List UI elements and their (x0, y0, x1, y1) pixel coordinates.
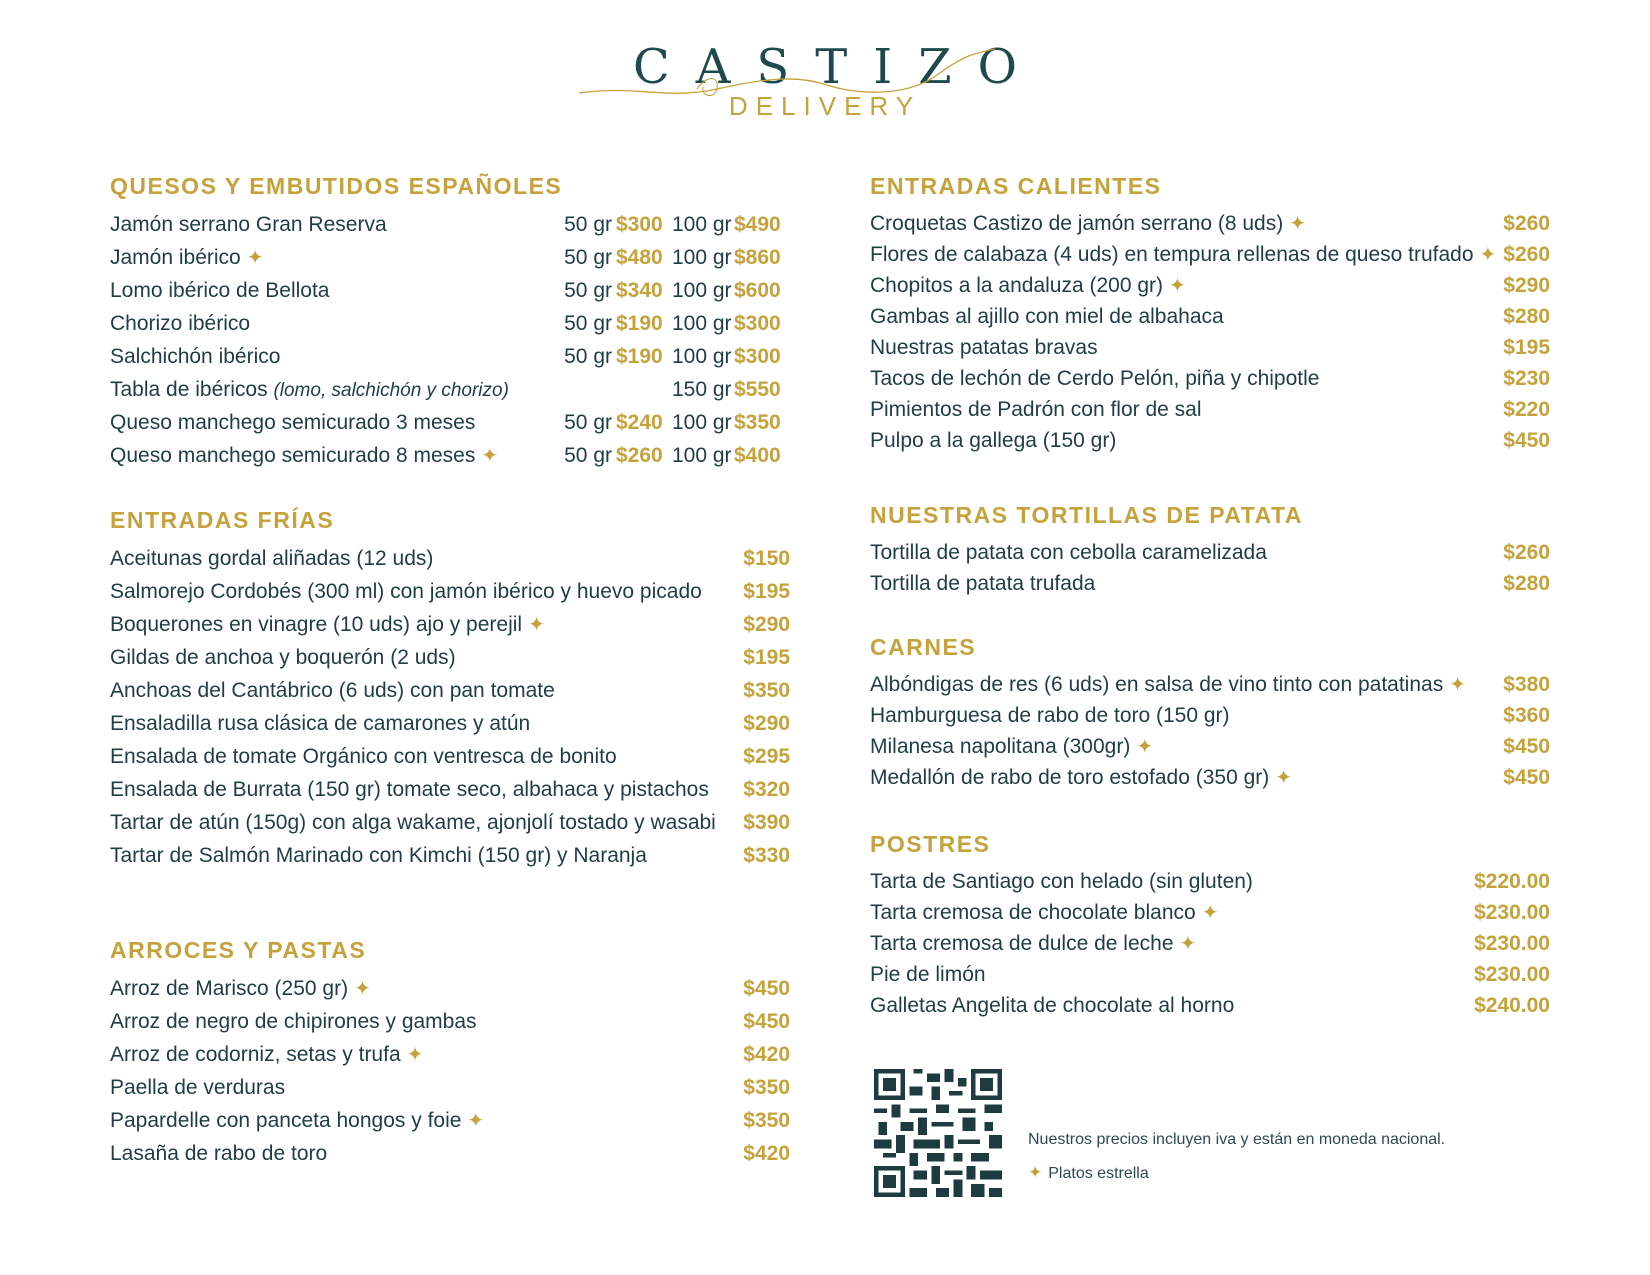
price-small: $240 (616, 410, 663, 434)
star-icon: ✦ (1136, 736, 1154, 758)
item-name-text: Tacos de lechón de Cerdo Pelón, piña y chipotle (870, 366, 1320, 390)
menu-item (110, 972, 790, 1005)
item-price: $230.00 (1474, 931, 1550, 955)
price-large: $400 (734, 443, 781, 467)
item-name (110, 345, 554, 369)
item-name (870, 541, 1503, 565)
section-title: QUESOS Y EMBUTIDOS ESPAÑOLES (110, 173, 563, 199)
item-price: $420 (743, 1042, 790, 1066)
item-name (870, 211, 1503, 236)
menu-item (870, 928, 1550, 959)
menu-item (110, 740, 790, 773)
item-name (110, 1142, 743, 1166)
item-price: $195 (1503, 335, 1550, 359)
item-note: (lomo, salchichón y chorizo) (273, 379, 509, 401)
price-large: $350 (734, 410, 781, 434)
item-name-text: Croquetas Castizo de jamón serrano (8 uds) (870, 212, 1284, 235)
item-name-text: Pie de limón (870, 962, 986, 986)
section-carnes (870, 634, 1550, 793)
menu-item (870, 425, 1550, 456)
menu-item (870, 537, 1550, 568)
item-price: $420 (743, 1141, 790, 1165)
item-price: $290 (743, 612, 790, 636)
menu-item (110, 406, 790, 439)
frias-list (110, 542, 790, 872)
item-name-text: Ensalada de tomate Orgánico con ventresca de bonito (110, 744, 617, 768)
item-name-text: Milanesa napolitana (300gr) (870, 735, 1131, 758)
item-price: $260 (1503, 242, 1550, 266)
item-name (870, 704, 1503, 728)
section-title: ARROCES Y PASTAS (110, 937, 367, 963)
item-name-text: Chorizo ibérico (110, 311, 251, 335)
postres-list (870, 866, 1550, 1021)
section-arroces (110, 937, 790, 1170)
item-price: $280 (1503, 304, 1550, 328)
item-name (110, 1108, 743, 1133)
menu-item (870, 394, 1550, 425)
qr-code-icon (874, 1068, 1002, 1198)
star-icon: ✦ (1275, 767, 1293, 789)
item-name (110, 1076, 743, 1100)
menu-item (870, 990, 1550, 1021)
item-name-text: Hamburguesa de rabo de toro (150 gr) (870, 703, 1230, 727)
item-price: $260 (1503, 211, 1550, 235)
item-name (870, 367, 1503, 391)
item-name (110, 1042, 743, 1067)
menu-item (110, 439, 790, 472)
menu-item (110, 1038, 790, 1071)
menu-item (110, 839, 790, 872)
item-name (110, 245, 554, 270)
item-name-text: Tabla de ibéricos (110, 377, 268, 401)
item-price: $380 (1503, 672, 1550, 696)
menu-item (110, 373, 790, 406)
item-name-text: Arroz de Marisco (250 gr) (110, 977, 349, 1000)
menu-item (110, 274, 790, 307)
menu-item (870, 700, 1550, 731)
item-sizes (554, 279, 790, 303)
item-name (110, 580, 743, 604)
menu-item (110, 608, 790, 641)
item-name (870, 305, 1503, 329)
menu-item (110, 1137, 790, 1170)
item-name-text: Tarta cremosa de dulce de leche (870, 932, 1174, 955)
size-small: 50 gr (564, 278, 612, 302)
item-price: $230.00 (1474, 900, 1550, 924)
item-sizes (554, 312, 790, 336)
logo-swirl-icon (577, 45, 997, 105)
item-name (110, 279, 554, 303)
item-name-text: Galletas Angelita de chocolate al horno (870, 993, 1235, 1017)
item-name (110, 1010, 743, 1034)
item-name (110, 547, 743, 571)
size-large: 100 gr (672, 443, 732, 467)
menu-item (110, 641, 790, 674)
item-price: $230 (1503, 366, 1550, 390)
size-small: 50 gr (564, 212, 612, 236)
item-price: $150 (743, 546, 790, 570)
section-postres (870, 831, 1550, 1021)
item-price: $360 (1503, 703, 1550, 727)
quesos-list (110, 208, 790, 472)
item-name (110, 811, 743, 835)
item-name-text: Gambas al ajillo con miel de albahaca (870, 304, 1224, 328)
item-name (870, 273, 1503, 298)
menu-item (870, 866, 1550, 897)
price-large: $300 (734, 311, 781, 335)
star-icon: ✦ (528, 614, 545, 636)
item-name (110, 378, 554, 402)
item-name (870, 572, 1503, 596)
star-icon: ✦ (406, 1044, 424, 1066)
menu-item (870, 669, 1550, 700)
brand-logo: CASTIZO (607, 40, 1043, 95)
item-name (870, 900, 1474, 925)
price-large: $600 (734, 278, 781, 302)
item-name-text: Ensalada de Burrata (150 gr) tomate seco, albahaca y pistachos (110, 777, 709, 801)
item-name (870, 336, 1503, 360)
item-sizes (554, 213, 790, 237)
star-icon: ✦ (481, 445, 499, 467)
item-name-text: Lasaña de rabo de toro (110, 1141, 328, 1165)
item-name (870, 963, 1474, 987)
item-price: $240.00 (1474, 993, 1550, 1017)
star-icon: ✦ (1179, 933, 1197, 955)
menu-item (110, 707, 790, 740)
item-price: $320 (743, 777, 790, 801)
price-large: $550 (734, 377, 781, 401)
item-name-text: Gildas de anchoa y boquerón (2 uds) (110, 645, 456, 669)
menu-item (110, 542, 790, 575)
menu-item (870, 897, 1550, 928)
size-large: 100 gr (672, 278, 732, 302)
item-price: $290 (743, 711, 790, 735)
item-name (870, 429, 1503, 453)
star-icon: ✦ (1289, 213, 1306, 235)
menu-item (110, 208, 790, 241)
star-icon: ✦ (1479, 244, 1497, 266)
item-name (110, 612, 743, 637)
item-name-text: Tortilla de patata con cebolla caramelizada (870, 540, 1267, 564)
item-price: $390 (743, 810, 790, 834)
item-name-text: Pulpo a la gallega (150 gr) (870, 428, 1117, 452)
calientes-list (870, 208, 1550, 456)
item-name (870, 242, 1503, 267)
item-name-text: Medallón de rabo de toro estofado (350 gr) (870, 766, 1270, 789)
item-price: $230.00 (1474, 962, 1550, 986)
item-name (870, 870, 1474, 894)
star-icon: ✦ (1028, 1163, 1043, 1182)
item-name (110, 679, 743, 703)
item-name-text: Ensaladilla rusa clásica de camarones y atún (110, 711, 531, 735)
section-title: CARNES (870, 634, 977, 660)
item-name (110, 844, 743, 868)
section-title: ENTRADAS CALIENTES (870, 173, 1162, 199)
item-name-text: Flores de calabaza (4 uds) en tempura rellenas de queso trufado (870, 243, 1474, 266)
item-name (110, 411, 554, 435)
size-large: 100 gr (672, 311, 732, 335)
size-small: 50 gr (564, 311, 612, 335)
item-name (870, 734, 1503, 759)
item-price: $330 (743, 843, 790, 867)
item-name-text: Lomo ibérico de Bellota (110, 278, 330, 302)
star-icon: ✦ (246, 247, 264, 269)
item-name (110, 443, 554, 468)
item-price: $195 (743, 645, 790, 669)
item-name-text: Boquerones en vinagre (10 uds) ajo y perejil (110, 613, 523, 636)
item-name-text: Salmorejo Cordobés (300 ml) con jamón ibérico y huevo picado (110, 579, 702, 603)
menu-item (110, 340, 790, 373)
size-large: 150 gr (672, 377, 732, 401)
item-name-text: Tarta de Santiago con helado (sin gluten) (870, 869, 1253, 893)
price-small: $480 (616, 245, 663, 269)
section-entradas-frias (110, 507, 790, 872)
item-sizes (554, 378, 790, 402)
item-name-text: Pimientos de Padrón con flor de sal (870, 397, 1202, 421)
star-icon: ✦ (1201, 902, 1219, 924)
item-name-text: Jamón ibérico (110, 246, 241, 269)
item-sizes (554, 345, 790, 369)
item-name-text: Nuestras patatas bravas (870, 335, 1098, 359)
menu-item (110, 1005, 790, 1038)
item-price: $290 (1503, 273, 1550, 297)
menu-item (110, 241, 790, 274)
menu-item (870, 762, 1550, 793)
price-small: $190 (616, 344, 663, 368)
tortillas-list (870, 537, 1550, 599)
item-name (870, 672, 1503, 697)
item-name-text: Anchoas del Cantábrico (6 uds) con pan tomate (110, 678, 555, 702)
item-name (110, 712, 743, 736)
item-sizes (554, 411, 790, 435)
item-price: $450 (1503, 765, 1550, 789)
item-name-text: Jamón serrano Gran Reserva (110, 212, 387, 236)
menu-item (110, 806, 790, 839)
menu-item (870, 332, 1550, 363)
item-name-text: Tortilla de patata trufada (870, 571, 1096, 595)
section-entradas-calientes (870, 173, 1550, 456)
menu-item (870, 270, 1550, 301)
star-icon: ✦ (354, 978, 371, 1000)
menu-header (0, 40, 1650, 122)
menu-item (110, 575, 790, 608)
price-small: $340 (616, 278, 663, 302)
star-icon: ✦ (1169, 275, 1186, 297)
item-price: $195 (743, 579, 790, 603)
item-name (110, 778, 743, 802)
item-name (110, 976, 743, 1001)
price-large: $300 (734, 344, 781, 368)
price-note: Nuestros precios incluyen iva y están en moneda nacional. (1028, 1131, 1446, 1148)
menu-item (870, 363, 1550, 394)
item-sizes (554, 444, 790, 468)
menu-item (870, 301, 1550, 332)
item-price: $450 (1503, 734, 1550, 758)
arroces-list (110, 972, 790, 1170)
item-name-text: Aceitunas gordal aliñadas (12 uds) (110, 546, 434, 570)
size-small: 50 gr (564, 344, 612, 368)
menu-item (110, 1071, 790, 1104)
star-legend-label: Platos estrella (1048, 1165, 1149, 1182)
item-price: $220 (1503, 397, 1550, 421)
item-price: $295 (743, 744, 790, 768)
price-large: $860 (734, 245, 781, 269)
size-large: 100 gr (672, 245, 732, 269)
section-title: ENTRADAS FRÍAS (110, 507, 335, 533)
item-price: $280 (1503, 571, 1550, 595)
menu-item (870, 208, 1550, 239)
item-name-text: Albóndigas de res (6 uds) en salsa de vino tinto con patatinas (870, 673, 1444, 696)
price-small: $300 (616, 212, 663, 236)
item-name-text: Papardelle con panceta hongos y foie (110, 1109, 462, 1132)
item-name-text: Tarta cremosa de chocolate blanco (870, 901, 1196, 924)
item-name-text: Tartar de atún (150g) con alga wakame, ajonjolí tostado y wasabi (110, 810, 716, 834)
item-name-text: Tartar de Salmón Marinado con Kimchi (150 gr) y Naranja (110, 843, 647, 867)
size-large: 100 gr (672, 344, 732, 368)
size-small: 50 gr (564, 410, 612, 434)
menu-item (870, 731, 1550, 762)
menu-item (110, 773, 790, 806)
item-price: $350 (743, 678, 790, 702)
item-name-text: Chopitos a la andaluza (200 gr) (870, 274, 1164, 297)
star-icon: ✦ (1449, 674, 1466, 696)
section-title: POSTRES (870, 831, 991, 857)
menu-item (110, 307, 790, 340)
item-price: $450 (1503, 428, 1550, 452)
menu-item (110, 674, 790, 707)
item-price: $260 (1503, 540, 1550, 564)
item-name-text: Queso manchego semicurado 3 meses (110, 410, 476, 434)
menu-item (870, 959, 1550, 990)
star-legend (1028, 1163, 1149, 1183)
item-price: $220.00 (1474, 869, 1550, 893)
item-price: $350 (743, 1108, 790, 1132)
item-price: $450 (743, 1009, 790, 1033)
item-name (870, 994, 1474, 1018)
item-name-text: Paella de verduras (110, 1075, 286, 1099)
price-small: $190 (616, 311, 663, 335)
item-name (870, 931, 1474, 956)
size-large: 100 gr (672, 212, 732, 236)
size-small: 50 gr (564, 443, 612, 467)
star-icon: ✦ (467, 1110, 485, 1132)
section-quesos (110, 173, 790, 472)
item-sizes (554, 246, 790, 270)
item-price: $450 (743, 976, 790, 1000)
menu-item (870, 568, 1550, 599)
section-title: NUESTRAS TORTILLAS DE PATATA (870, 502, 1303, 528)
size-large: 100 gr (672, 410, 732, 434)
brand-subtitle: DELIVERY (728, 91, 922, 122)
item-name-text: Arroz de negro de chipirones y gambas (110, 1009, 477, 1033)
item-name (870, 398, 1503, 422)
item-name (110, 646, 743, 670)
item-name-text: Salchichón ibérico (110, 344, 281, 368)
menu-item (110, 1104, 790, 1137)
item-name (870, 765, 1503, 790)
item-name (110, 312, 554, 336)
price-small: $260 (616, 443, 663, 467)
section-tortillas (870, 502, 1550, 599)
item-name (110, 213, 554, 237)
item-name (110, 745, 743, 769)
item-price: $350 (743, 1075, 790, 1099)
item-name-text: Queso manchego semicurado 8 meses (110, 444, 476, 467)
size-small: 50 gr (564, 245, 612, 269)
item-name-text: Arroz de codorniz, setas y trufa (110, 1043, 401, 1066)
menu-item (870, 239, 1550, 270)
carnes-list (870, 669, 1550, 793)
price-large: $490 (734, 212, 781, 236)
